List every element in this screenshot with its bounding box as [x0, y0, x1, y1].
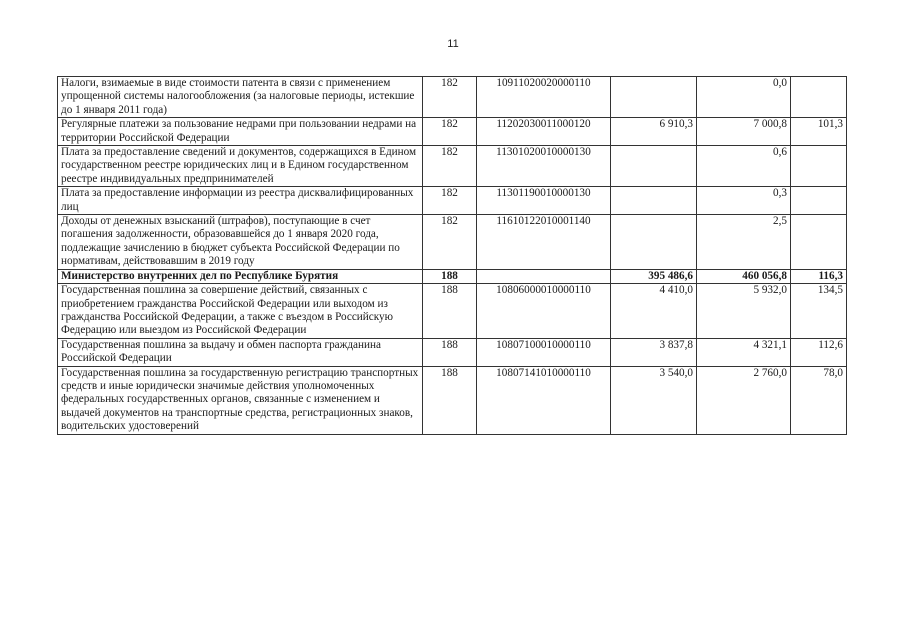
value-prev-cell: 3 540,0 [611, 366, 697, 434]
value-prev-cell [611, 215, 697, 270]
admin-code-cell: 182 [423, 187, 477, 215]
table-row [58, 77, 847, 118]
revenue-name-cell: Налоги, взимаемые в виде стоимости патента в связи с применением упрощенной системы налогообложения (за налоговые периоды, истекшие до 1 января 2011 года) [58, 77, 423, 118]
value-prev-cell: 6 910,3 [611, 118, 697, 146]
revenue-name-cell: Доходы от денежных взысканий (штрафов), поступающие в счет погашения задолженности, образовавшейся до 1 января 2020 года, подлежащие зачислению в бюджет субъекта Российской Федерации по нормативам, действовавшим в 2019 году [58, 215, 423, 270]
revenue-name-cell: Государственная пошлина за выдачу и обмен паспорта гражданина Российской Федерации [58, 338, 423, 366]
revenue-name-cell: Министерство внутренних дел по Республике Бурятия [58, 269, 423, 283]
value-curr-cell: 0,6 [697, 146, 791, 187]
percent-cell: 134,5 [791, 284, 847, 339]
admin-code-cell: 188 [423, 366, 477, 434]
revenue-name-cell: Плата за предоставление информации из реестра дисквалифицированных лиц [58, 187, 423, 215]
revenue-name-cell: Государственная пошлина за совершение действий, связанных с приобретением гражданства Российской Федерации или выходом из гражданства Российской Федерации, а также с въездом в Российскую Федерацию или выездом из Российской Федерации [58, 284, 423, 339]
value-prev-cell [611, 146, 697, 187]
revenue-name-cell: Государственная пошлина за государственную регистрацию транспортных средств и иные юридически значимые действия уполномоченных федеральных государственных органов, связанные с изменением и выдачей документов на транспортные средства, регистрационных знаков, водительских удостоверений [58, 366, 423, 434]
budget-code-cell: 10807141010000110 [477, 366, 611, 434]
revenue-name-cell: Плата за предоставление сведений и документов, содержащихся в Едином государственном реестре юридических лиц и в Едином государственном реестре индивидуальных предпринимателей [58, 146, 423, 187]
budget-code-cell [477, 269, 611, 283]
admin-code-cell: 188 [423, 284, 477, 339]
percent-cell [791, 77, 847, 118]
percent-cell: 116,3 [791, 269, 847, 283]
admin-code-cell: 188 [423, 269, 477, 283]
table-row [58, 269, 847, 283]
table-row [58, 118, 847, 146]
value-curr-cell: 4 321,1 [697, 338, 791, 366]
percent-cell: 101,3 [791, 118, 847, 146]
percent-cell [791, 187, 847, 215]
value-curr-cell: 460 056,8 [697, 269, 791, 283]
revenue-table [57, 76, 847, 435]
admin-code-cell: 182 [423, 146, 477, 187]
admin-code-cell: 182 [423, 118, 477, 146]
table-row [58, 187, 847, 215]
value-curr-cell: 7 000,8 [697, 118, 791, 146]
percent-cell: 78,0 [791, 366, 847, 434]
percent-cell [791, 146, 847, 187]
budget-code-cell: 10807100010000110 [477, 338, 611, 366]
budget-code-cell: 10806000010000110 [477, 284, 611, 339]
table-body [58, 77, 847, 435]
admin-code-cell: 182 [423, 215, 477, 270]
percent-cell [791, 215, 847, 270]
budget-code-cell: 10911020020000110 [477, 77, 611, 118]
value-prev-cell [611, 187, 697, 215]
table-row [58, 146, 847, 187]
table-row [58, 215, 847, 270]
value-curr-cell: 0,0 [697, 77, 791, 118]
value-prev-cell: 4 410,0 [611, 284, 697, 339]
percent-cell: 112,6 [791, 338, 847, 366]
value-prev-cell [611, 77, 697, 118]
revenue-name-cell: Регулярные платежи за пользование недрами при пользовании недрами на территории Российской Федерации [58, 118, 423, 146]
value-curr-cell: 2 760,0 [697, 366, 791, 434]
table-row [58, 284, 847, 339]
budget-code-cell: 11610122010001140 [477, 215, 611, 270]
admin-code-cell: 188 [423, 338, 477, 366]
value-curr-cell: 2,5 [697, 215, 791, 270]
value-prev-cell: 395 486,6 [611, 269, 697, 283]
budget-code-cell: 11202030011000120 [477, 118, 611, 146]
value-curr-cell: 0,3 [697, 187, 791, 215]
page-number: 11 [447, 38, 459, 50]
admin-code-cell: 182 [423, 77, 477, 118]
value-curr-cell: 5 932,0 [697, 284, 791, 339]
budget-code-cell: 11301190010000130 [477, 187, 611, 215]
budget-code-cell: 11301020010000130 [477, 146, 611, 187]
table-row [58, 338, 847, 366]
table-row [58, 366, 847, 434]
value-prev-cell: 3 837,8 [611, 338, 697, 366]
